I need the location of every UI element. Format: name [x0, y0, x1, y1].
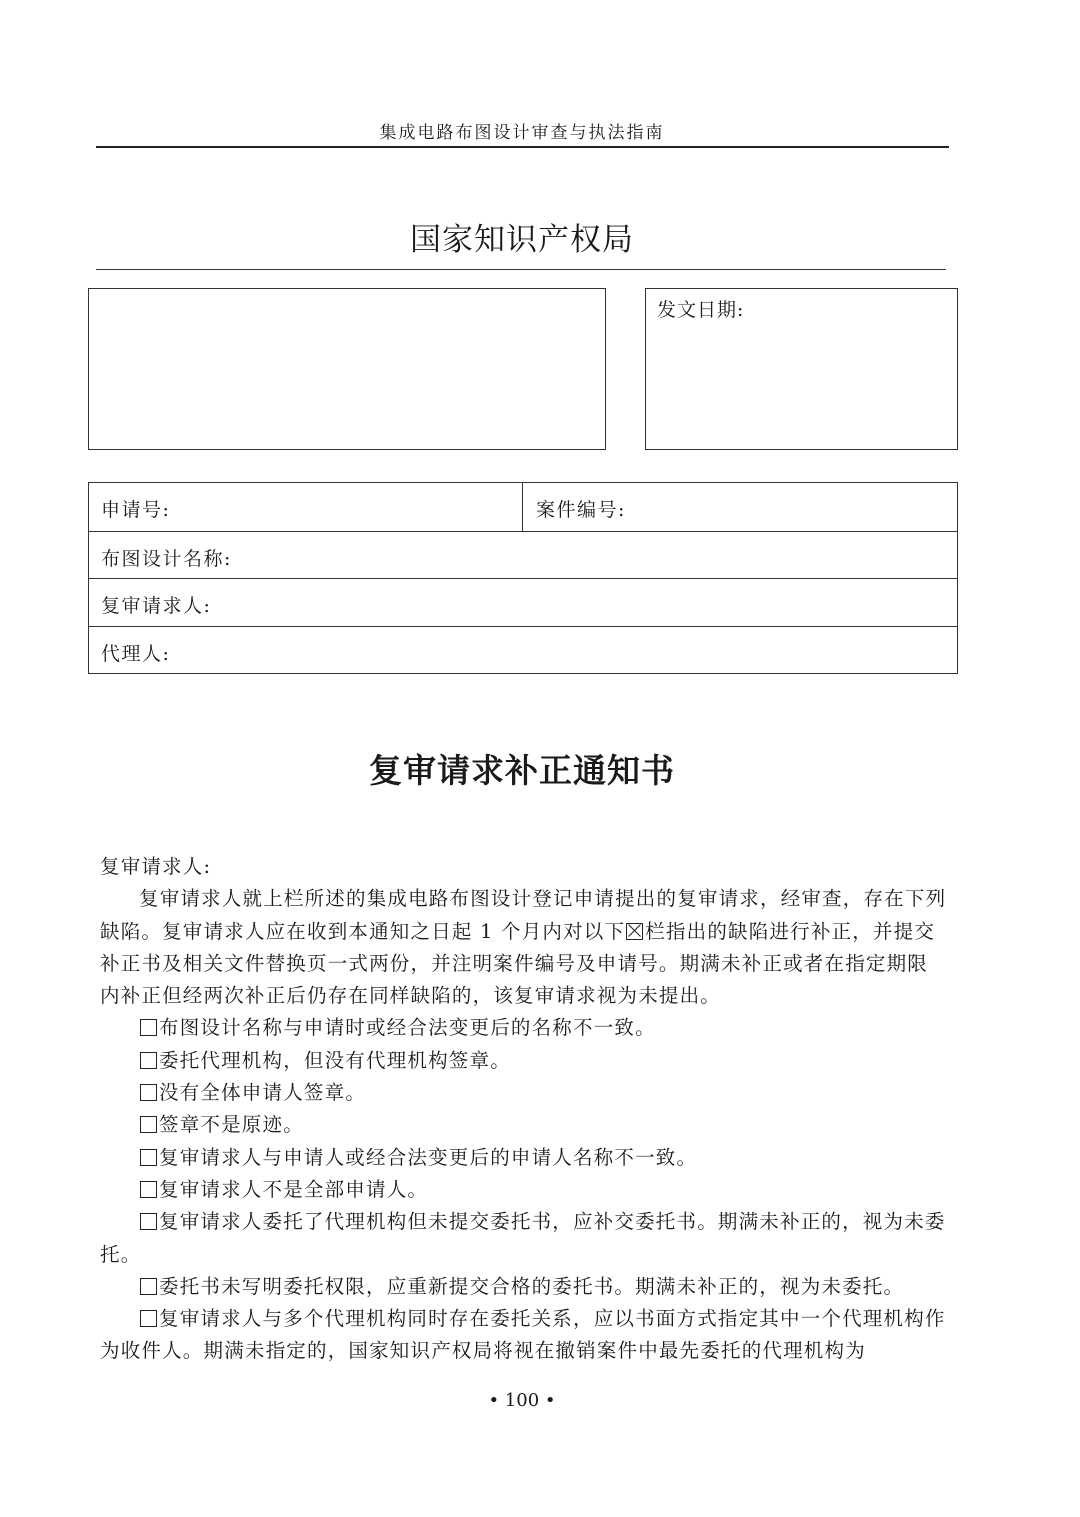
checkbox[interactable] [140, 1278, 157, 1295]
cell-divider [522, 483, 523, 531]
list-item-text: 复审请求人不是全部申请人。 [159, 1177, 429, 1201]
intro-text-after-box: 栏指出的缺陷进行补正，并提交补正书及相关文件替换页一式两份，并注明案件编号及申请号。期满未补正或者在指定期限内补正但经两次补正后仍存在同样缺陷的，该复审请求视为未提出。 [100, 919, 936, 1008]
running-header: 集成电路布图设计审查与执法指南 [379, 123, 665, 143]
list-item [100, 1012, 948, 1044]
checkbox[interactable] [140, 1084, 157, 1101]
date-box [645, 288, 958, 450]
list-item [100, 1077, 948, 1109]
list-item [100, 1174, 948, 1206]
checkbox[interactable] [140, 1181, 157, 1198]
notice-body [100, 851, 948, 1368]
list-item-text: 复审请求人与多个代理机构同时存在委托关系，应以书面方式指定其中一个代理机构作为收件人。期满未指定的，国家知识产权局将视在撤销案件中最先委托的代理机构为 [100, 1307, 946, 1363]
page-number: • 100 • [488, 1390, 556, 1411]
office-rule [96, 269, 946, 270]
list-item-text: 复审请求人委托了代理机构但未提交委托书，应补交委托书。期满未补正的，视为未委托。 [100, 1210, 946, 1266]
office-name: 国家知识产权局 [410, 222, 634, 258]
list-item [100, 1142, 948, 1174]
list-item-text: 委托代理机构，但没有代理机构签章。 [159, 1048, 511, 1072]
list-item [100, 1206, 948, 1271]
list-item-text: 复审请求人与申请人或经合法变更后的申请人名称不一致。 [159, 1145, 698, 1169]
case-info-table [88, 482, 958, 674]
intro-paragraph [100, 883, 948, 1012]
list-item-text: 签章不是原迹。 [159, 1113, 304, 1137]
table-row [89, 531, 957, 579]
case-number-label: 案件编号: [536, 499, 626, 521]
issue-date-label: 发文日期: [657, 299, 745, 321]
list-item-text: 没有全体申请人签章。 [159, 1081, 367, 1105]
salutation: 复审请求人: [100, 855, 212, 878]
checkbox[interactable] [140, 1019, 157, 1036]
table-row [89, 578, 957, 626]
checkbox[interactable] [140, 1149, 157, 1166]
checkbox[interactable] [140, 1052, 157, 1069]
intro-text-before-box: 复审请求人就上栏所述的集成电路布图设计登记申请提出的复审请求，经审查，存在下列缺陷。复审请求人应在收到本通知之日起 1 个月内对以下 [100, 887, 947, 943]
checkbox[interactable] [140, 1213, 157, 1230]
checkbox[interactable] [140, 1116, 157, 1133]
notice-title: 复审请求补正通知书 [369, 751, 675, 790]
address-box [88, 288, 606, 450]
crossed-checkbox-icon [626, 923, 643, 940]
table-row [89, 626, 957, 674]
list-item-text: 布图设计名称与申请时或经合法变更后的名称不一致。 [159, 1016, 656, 1040]
list-item [100, 1271, 948, 1303]
list-item [100, 1303, 948, 1368]
design-name-label: 布图设计名称: [101, 547, 232, 570]
list-item-text: 委托书未写明委托权限，应重新提交合格的委托书。期满未补正的，视为未委托。 [159, 1274, 905, 1298]
checkbox[interactable] [140, 1310, 157, 1327]
list-item [100, 1109, 948, 1141]
application-number-label: 申请号: [101, 499, 171, 521]
agent-label: 代理人: [101, 642, 171, 665]
list-item [100, 1045, 948, 1077]
header-rule [96, 146, 949, 148]
table-row [89, 483, 957, 531]
requester-label: 复审请求人: [101, 595, 212, 617]
